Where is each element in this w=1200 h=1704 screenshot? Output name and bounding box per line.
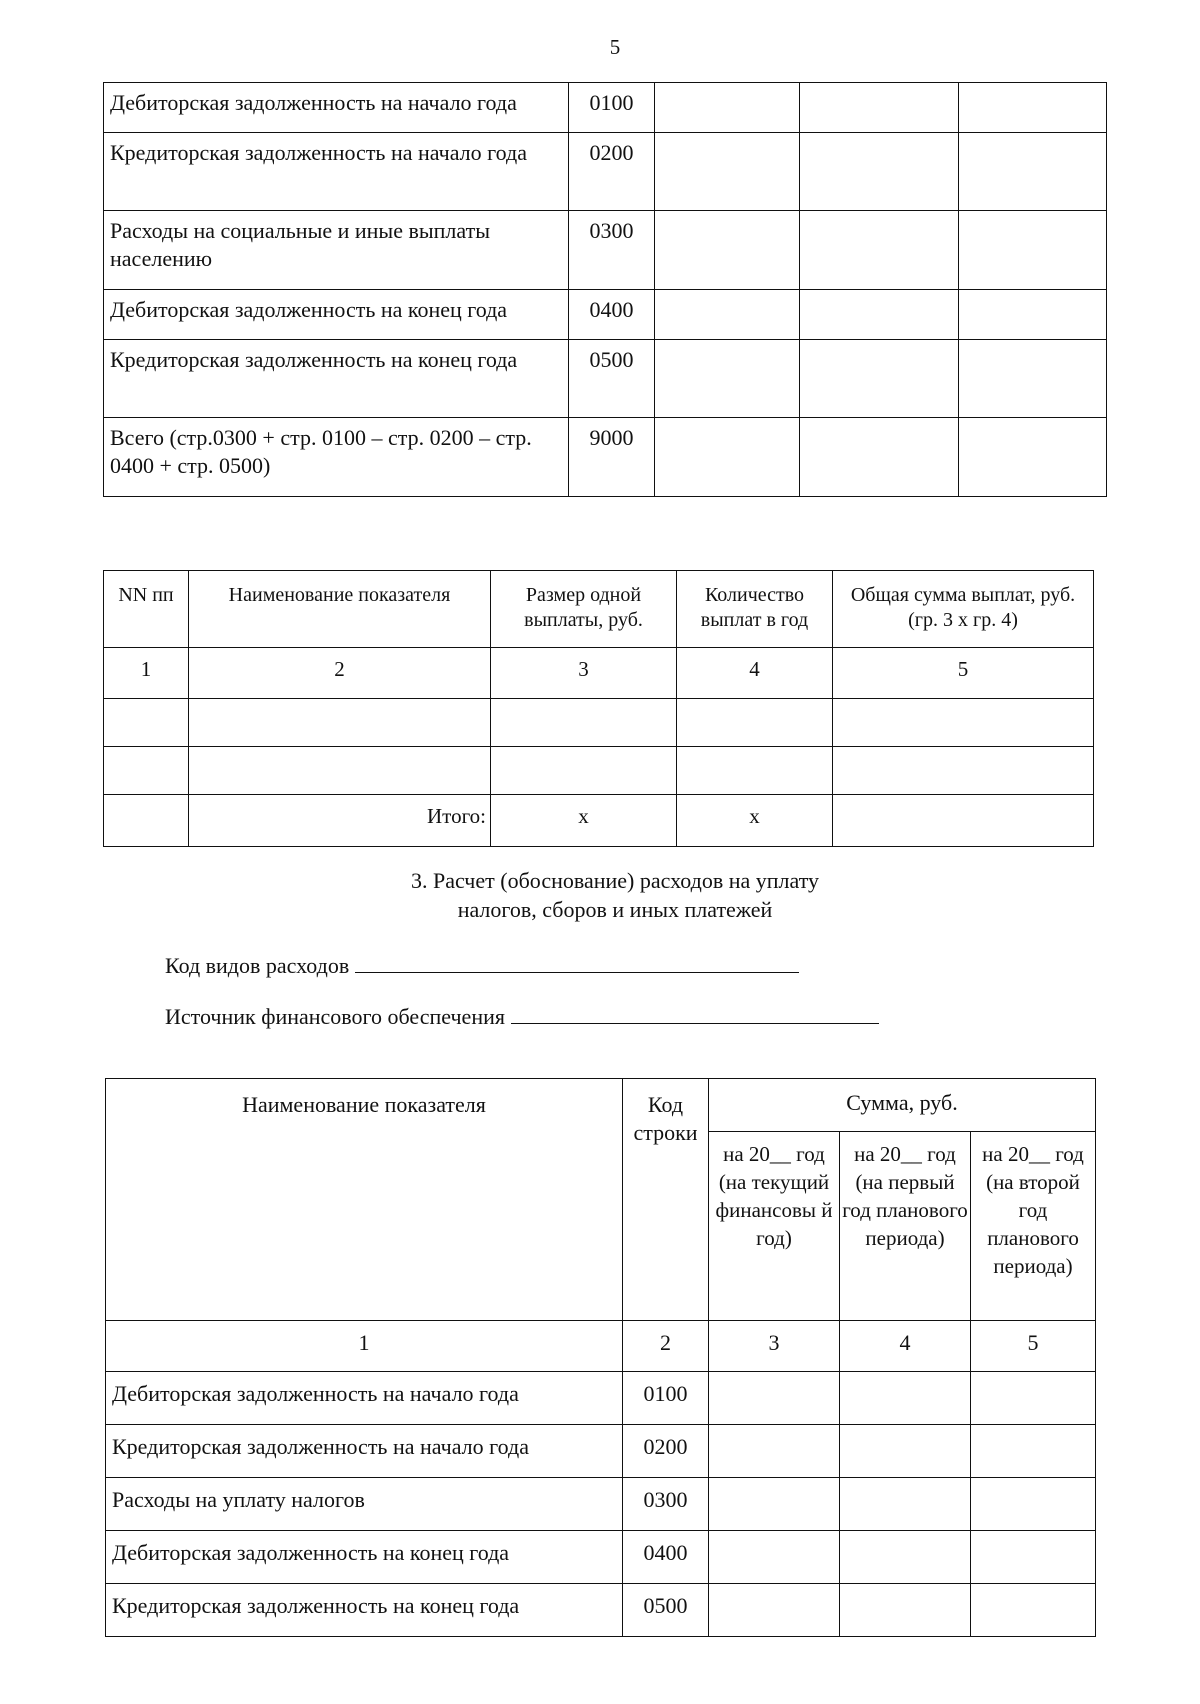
column-number: 4 <box>677 648 833 699</box>
column-number: 3 <box>491 648 677 699</box>
value-cell <box>655 340 800 418</box>
column-number: 4 <box>840 1321 971 1372</box>
column-number-row <box>104 648 1094 699</box>
expense-type-code-field <box>165 952 799 980</box>
field-label: Код видов расходов <box>165 953 350 978</box>
value-cell <box>971 1531 1096 1584</box>
value-cell <box>840 1372 971 1425</box>
value-cell <box>959 211 1107 290</box>
empty-cell <box>189 699 491 747</box>
table-row <box>104 340 1107 418</box>
page-number: 5 <box>609 35 621 59</box>
row-code: 0500 <box>623 1584 709 1637</box>
table-row <box>104 211 1107 290</box>
tax-expenses-table <box>105 1078 1096 1637</box>
row-code: 0200 <box>569 133 655 211</box>
value-cell <box>959 340 1107 418</box>
row-name: Расходы на уплату налогов <box>106 1478 623 1531</box>
row-code: 0300 <box>623 1478 709 1531</box>
row-name: Дебиторская задолженность на конец года <box>106 1531 623 1584</box>
row-code: 0100 <box>623 1372 709 1425</box>
header-name: Наименование показателя <box>106 1079 623 1321</box>
header-cell: NN пп <box>104 571 189 648</box>
column-number: 1 <box>104 648 189 699</box>
row-name: Всего (стр.0300 + стр. 0100 – стр. 0200 – стр. 0400 + стр. 0500) <box>104 418 569 497</box>
field-label: Источник финансового обеспечения <box>165 1004 505 1029</box>
value-cell <box>800 83 959 133</box>
table-row <box>104 747 1094 795</box>
section-title-line: 3. Расчет (обоснование) расходов на уплату <box>410 868 820 893</box>
value-cell <box>840 1478 971 1531</box>
subheader-first-plan-year: на 20__ год (на первый год планового периода) <box>840 1132 971 1321</box>
row-name: Кредиторская задолженность на начало года <box>106 1425 623 1478</box>
empty-cell <box>491 747 677 795</box>
empty-cell <box>104 795 189 847</box>
section-title-line: налогов, сборов и иных платежей <box>457 897 773 922</box>
table-row <box>106 1584 1096 1637</box>
row-code: 0400 <box>569 290 655 340</box>
empty-cell <box>189 747 491 795</box>
value-cell <box>709 1478 840 1531</box>
table-header-row <box>106 1079 1096 1132</box>
row-code: 0400 <box>623 1531 709 1584</box>
column-number: 5 <box>833 648 1094 699</box>
header-code: Код строки <box>623 1079 709 1321</box>
funding-source-field <box>165 1003 879 1031</box>
value-cell <box>655 133 800 211</box>
value-cell <box>800 418 959 497</box>
x-mark: x <box>491 795 677 847</box>
column-number: 3 <box>709 1321 840 1372</box>
total-row <box>104 795 1094 847</box>
payments-table <box>103 570 1094 847</box>
empty-cell <box>104 699 189 747</box>
column-number: 5 <box>971 1321 1096 1372</box>
value-cell <box>971 1372 1096 1425</box>
fill-in-line[interactable] <box>355 952 799 973</box>
table-header-row <box>104 571 1094 648</box>
column-number: 2 <box>623 1321 709 1372</box>
value-cell <box>959 83 1107 133</box>
x-mark: x <box>677 795 833 847</box>
row-name: Дебиторская задолженность на начало года <box>104 83 569 133</box>
table-row <box>106 1425 1096 1478</box>
value-cell <box>971 1478 1096 1531</box>
value-cell <box>709 1425 840 1478</box>
row-name: Кредиторская задолженность на конец года <box>104 340 569 418</box>
table-row <box>106 1372 1096 1425</box>
value-cell <box>655 83 800 133</box>
empty-cell <box>677 699 833 747</box>
value-cell <box>709 1372 840 1425</box>
table-row <box>106 1531 1096 1584</box>
column-number: 2 <box>189 648 491 699</box>
fill-in-line[interactable] <box>511 1003 879 1024</box>
row-code: 0300 <box>569 211 655 290</box>
value-cell <box>655 211 800 290</box>
value-cell <box>971 1584 1096 1637</box>
value-cell <box>959 133 1107 211</box>
row-name: Расходы на социальные и иные выплаты населению <box>104 211 569 290</box>
header-cell: Наименование показателя <box>189 571 491 648</box>
value-cell <box>800 290 959 340</box>
value-cell <box>709 1531 840 1584</box>
table-row <box>104 83 1107 133</box>
value-cell <box>840 1531 971 1584</box>
value-cell <box>840 1584 971 1637</box>
table-row <box>104 699 1094 747</box>
value-cell <box>709 1584 840 1637</box>
table-row <box>106 1478 1096 1531</box>
row-name: Дебиторская задолженность на начало года <box>106 1372 623 1425</box>
value-cell <box>959 418 1107 497</box>
total-label: Итого: <box>189 795 491 847</box>
value-cell <box>800 133 959 211</box>
value-cell <box>800 340 959 418</box>
empty-cell <box>491 699 677 747</box>
row-name: Кредиторская задолженность на начало года <box>104 133 569 211</box>
empty-cell <box>104 747 189 795</box>
row-code: 0100 <box>569 83 655 133</box>
value-cell <box>840 1425 971 1478</box>
row-name: Дебиторская задолженность на конец года <box>104 290 569 340</box>
row-code: 9000 <box>569 418 655 497</box>
column-number: 1 <box>106 1321 623 1372</box>
value-cell <box>971 1425 1096 1478</box>
row-code: 0500 <box>569 340 655 418</box>
header-sum: Сумма, руб. <box>709 1079 1096 1132</box>
subheader-current-year: на 20__ год (на текущий финансовы й год) <box>709 1132 840 1321</box>
header-cell: Размер одной выплаты, руб. <box>491 571 677 648</box>
table-row <box>104 133 1107 211</box>
total-value-cell <box>833 795 1094 847</box>
value-cell <box>655 418 800 497</box>
value-cell <box>655 290 800 340</box>
row-name: Кредиторская задолженность на конец года <box>106 1584 623 1637</box>
column-number-row <box>106 1321 1096 1372</box>
value-cell <box>959 290 1107 340</box>
subheader-second-plan-year: на 20__ год (на второй год планового периода) <box>971 1132 1096 1321</box>
value-cell <box>800 211 959 290</box>
empty-cell <box>833 699 1094 747</box>
expenses-summary-table <box>103 82 1107 497</box>
table-row <box>104 418 1107 497</box>
section-title <box>0 866 1200 924</box>
empty-cell <box>677 747 833 795</box>
header-cell: Количество выплат в год <box>677 571 833 648</box>
empty-cell <box>833 747 1094 795</box>
header-cell: Общая сумма выплат, руб. (гр. 3 x гр. 4) <box>833 571 1094 648</box>
row-code: 0200 <box>623 1425 709 1478</box>
table-row <box>104 290 1107 340</box>
